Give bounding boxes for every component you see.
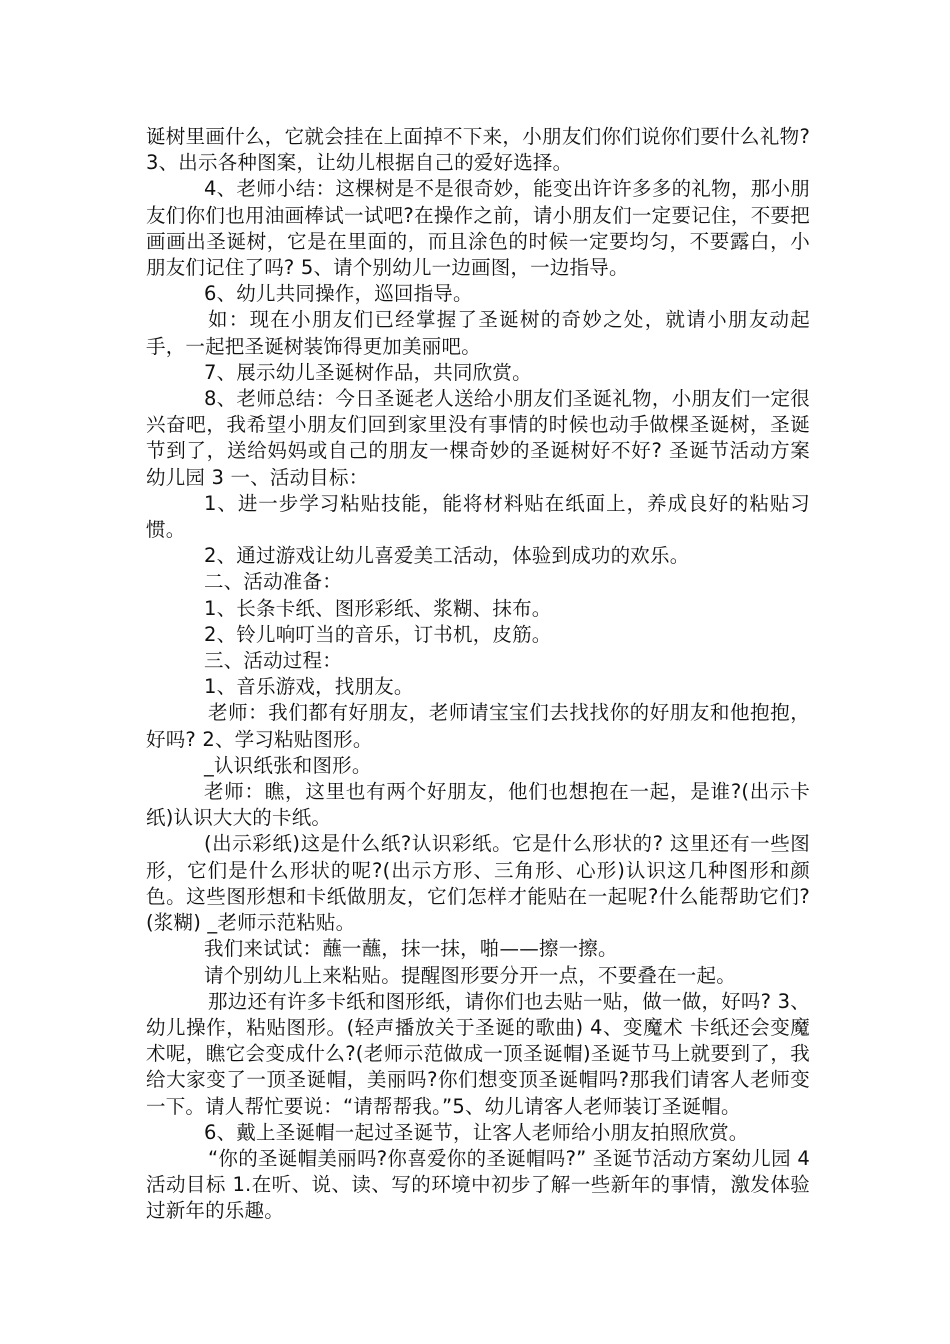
paragraph: 那边还有许多卡纸和图形纸，请你们也去贴一贴，做一做，好吗? 3、幼儿操作，粘贴图形。(轻声播放关于圣诞的歌曲) 4、变魔术 卡纸还会变魔术呢，瞧它会变成什么?(老师示范做成一顶圣诞帽)圣诞节马上就要到了，我给大家变了一顶圣诞帽，美丽吗?你们想变顶圣诞帽吗?那我们请客人老师变一下。请人帮忙要说：“请帮帮我。”5、幼儿请客人老师装订圣诞帽。: [146, 989, 810, 1118]
section-heading: 三、活动过程：: [204, 649, 342, 673]
paragraph: 7、展示幼儿圣诞树作品，共同欣赏。: [204, 360, 532, 384]
paragraph: 老师：瞧，这里也有两个好朋友，他们也想抱在一起，是谁?(出示卡纸)认识大大的卡纸。: [146, 780, 810, 830]
paragraph: 4、老师小结：这棵树是不是很奇妙，能变出许许多多的礼物，那小朋友们你们也用油画棒试一试吧?在操作之前，请小朋友们一定要记住，不要把画画出圣诞树，它是在里面的，而且涂色的时候一定要均匀，不要露白，小朋友们记住了吗? 5、请个别幼儿一边画图，一边指导。: [146, 177, 810, 280]
paragraph: 请个别幼儿上来粘贴。提醒图形要分开一点，不要叠在一起。: [204, 963, 736, 987]
paragraph: “你的圣诞帽美丽吗?你喜爱你的圣诞帽吗?” 圣诞节活动方案幼儿园 4 活动目标 1.在听、说、读、写的环境中初步了解一些新年的事情，激发体验过新年的乐趣。: [146, 1146, 810, 1223]
paragraph: 我们来试试：蘸一蘸，抹一抹，啪——擦一擦。: [204, 937, 618, 961]
paragraph: 老师：我们都有好朋友，老师请宝宝们去找找你的好朋友和他抱抱，好吗? 2、学习粘贴图形。: [146, 701, 810, 751]
paragraph: 2、通过游戏让幼儿喜爱美工活动，体验到成功的欢乐。: [204, 544, 690, 568]
section-heading: 二、活动准备：: [204, 570, 342, 594]
paragraph: 1、音乐游戏，找朋友。: [204, 675, 414, 699]
paragraph: 1、长条卡纸、图形彩纸、浆糊、抹布。: [204, 596, 552, 620]
paragraph: (出示彩纸)这是什么纸?认识彩纸。它是什么形状的? 这里还有一些图形，它们是什么形状的呢?(出示方形、三角形、心形)认识这几种图形和颜色。这些图形想和卡纸做朋友，它们怎样才能贴在一起呢?什么能帮助它们?(浆糊) _老师示范粘贴。: [146, 832, 810, 935]
paragraph: 2、铃儿响叮当的音乐，订书机，皮筋。: [204, 622, 552, 646]
paragraph: 8、老师总结：今日圣诞老人送给小朋友们圣诞礼物，小朋友们一定很兴奋吧，我希望小朋友们回到家里没有事情的时候也动手做棵圣诞树，圣诞节到了，送给妈妈或自己的朋友一棵奇妙的圣诞树好不好? 圣诞节活动方案幼儿园 3 一、活动目标：: [146, 387, 810, 489]
paragraph: 诞树里画什么，它就会挂在上面掉不下来，小朋友们你们说你们要什么礼物? 3、出示各种图案，让幼儿根据自己的爱好选择。: [146, 125, 810, 175]
paragraph: 1、进一步学习粘贴技能，能将材料贴在纸面上，养成良好的粘贴习惯。: [146, 491, 810, 542]
paragraph: _认识纸张和图形。: [204, 753, 372, 777]
paragraph: 6、戴上圣诞帽一起过圣诞节，让客人老师给小朋友拍照欣赏。: [204, 1120, 749, 1144]
paragraph: 如：现在小朋友们已经掌握了圣诞树的奇妙之处，就请小朋友动起手，一起把圣诞树装饰得更加美丽吧。: [146, 308, 810, 358]
paragraph: 6、幼儿共同操作，巡回指导。: [204, 282, 473, 306]
document-body: [146, 124, 810, 1225]
